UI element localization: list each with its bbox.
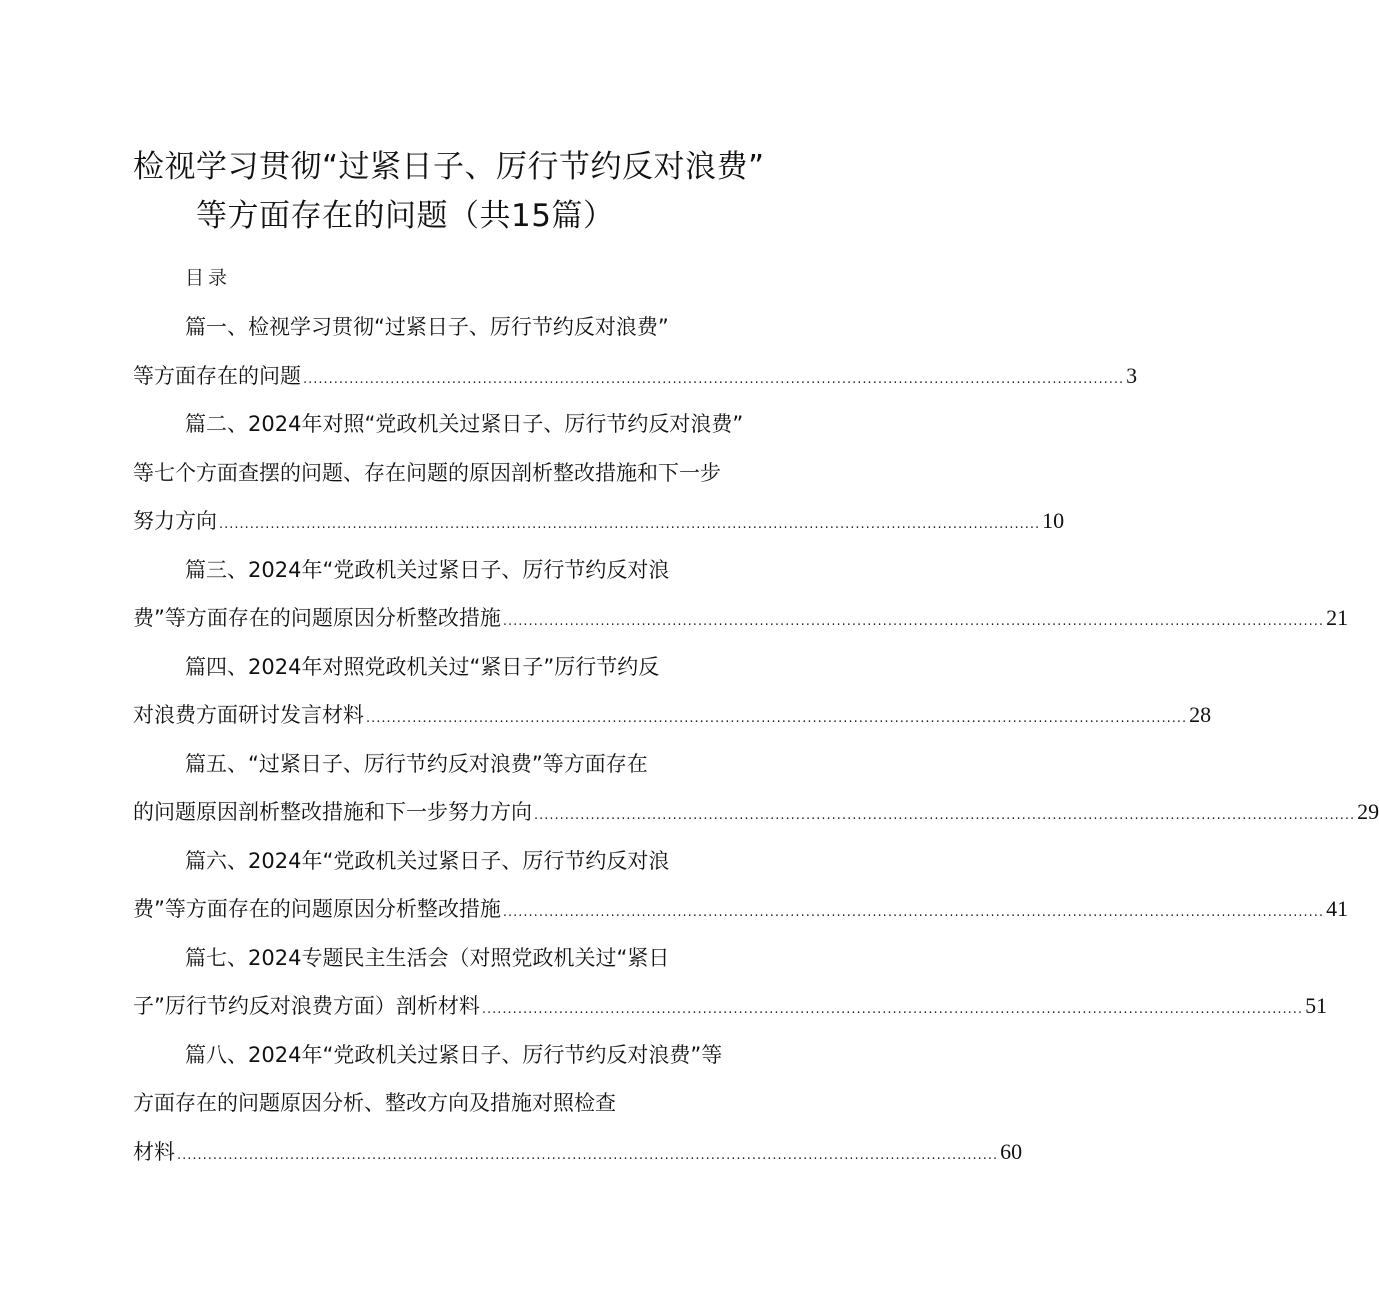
toc-page-number: 29 xyxy=(1357,799,1379,824)
toc-entry-text: 努力方向 xyxy=(133,509,217,533)
toc-entry[interactable] xyxy=(133,504,1065,542)
toc-page-number: 41 xyxy=(1326,896,1349,921)
toc-entry-text: 等方面存在的问题 xyxy=(133,363,301,388)
toc-entry-line: 篇六、2024年“党政机关过紧日子、厉行节约反对浪 xyxy=(185,848,670,873)
dot-leader: ................................................................................................................................................................ xyxy=(481,1002,1304,1017)
toc-entry-text: 材料 xyxy=(133,1139,175,1164)
toc-entry-line: 篇七、2024专题民主生活会（对照党政机关过“紧日 xyxy=(185,945,670,970)
dot-leader: ................................................................................................................................................................ xyxy=(534,808,1356,823)
toc-page-number: 3 xyxy=(1126,362,1138,388)
toc-entry[interactable] xyxy=(133,601,1349,639)
toc-entry-line: 方面存在的问题原因分析、整改方向及措施对照检查 xyxy=(133,1091,616,1115)
toc-page-number: 60 xyxy=(1000,1138,1023,1164)
toc-page-number: 51 xyxy=(1305,993,1328,1018)
toc-entry-line: 等七个方面查摆的问题、存在问题的原因剖析整改措施和下一步 xyxy=(133,460,721,485)
toc-entry-line: 篇三、2024年“党政机关过紧日子、厉行节约反对浪 xyxy=(185,557,670,582)
toc-entry-text: 的问题原因剖析整改措施和下一步努力方向 xyxy=(133,800,532,824)
toc-page-number: 21 xyxy=(1326,605,1349,630)
toc-entry[interactable] xyxy=(133,359,1138,397)
toc-entry[interactable] xyxy=(133,989,1328,1027)
toc-entry-line: 篇五、“过紧日子、厉行节约反对浪费”等方面存在 xyxy=(185,751,648,776)
toc-entry-text: 费”等方面存在的问题原因分析整改措施 xyxy=(133,897,501,921)
toc-entry[interactable] xyxy=(133,1135,1023,1173)
toc-entry-line: 篇二、2024年对照“党政机关过紧日子、厉行节约反对浪费” xyxy=(185,412,744,436)
toc-entry[interactable] xyxy=(133,698,1212,736)
toc-entry-text: 对浪费方面研讨发言材料 xyxy=(133,703,364,727)
toc-page-number: 28 xyxy=(1189,702,1212,727)
dot-leader: ................................................................................................................................................................ xyxy=(366,711,1188,726)
toc-entry-line: 篇一、检视学习贯彻“过紧日子、厉行节约反对浪费” xyxy=(185,315,669,339)
dot-leader: ................................................................................................................................................................ xyxy=(502,905,1325,920)
toc-entry[interactable] xyxy=(133,795,1379,833)
toc-page-number: 10 xyxy=(1042,508,1065,533)
toc-entry-text: 费”等方面存在的问题原因分析整改措施 xyxy=(133,606,501,630)
document-title-line-1: 检视学习贯彻“过紧日子、厉行节约反对浪费” xyxy=(133,149,765,185)
toc-heading: 目录 xyxy=(185,267,232,289)
toc-entry-text: 子”厉行节约反对浪费方面）剖析材料 xyxy=(133,994,480,1018)
dot-leader: ................................................................................................................................................................ xyxy=(502,614,1325,629)
toc-entry-line: 篇四、2024年对照党政机关过“紧日子”厉行节约反 xyxy=(185,654,660,679)
toc-entry[interactable] xyxy=(133,892,1349,930)
dot-leader: ................................................................................................................................................................ xyxy=(177,1147,999,1163)
dot-leader: ................................................................................................................................................................ xyxy=(219,517,1041,532)
toc-entry-line: 篇八、2024年“党政机关过紧日子、厉行节约反对浪费”等 xyxy=(185,1042,723,1067)
dot-leader: ................................................................................................................................................................ xyxy=(303,371,1125,387)
document-title-line-2: 等方面存在的问题（共15篇） xyxy=(196,198,615,234)
